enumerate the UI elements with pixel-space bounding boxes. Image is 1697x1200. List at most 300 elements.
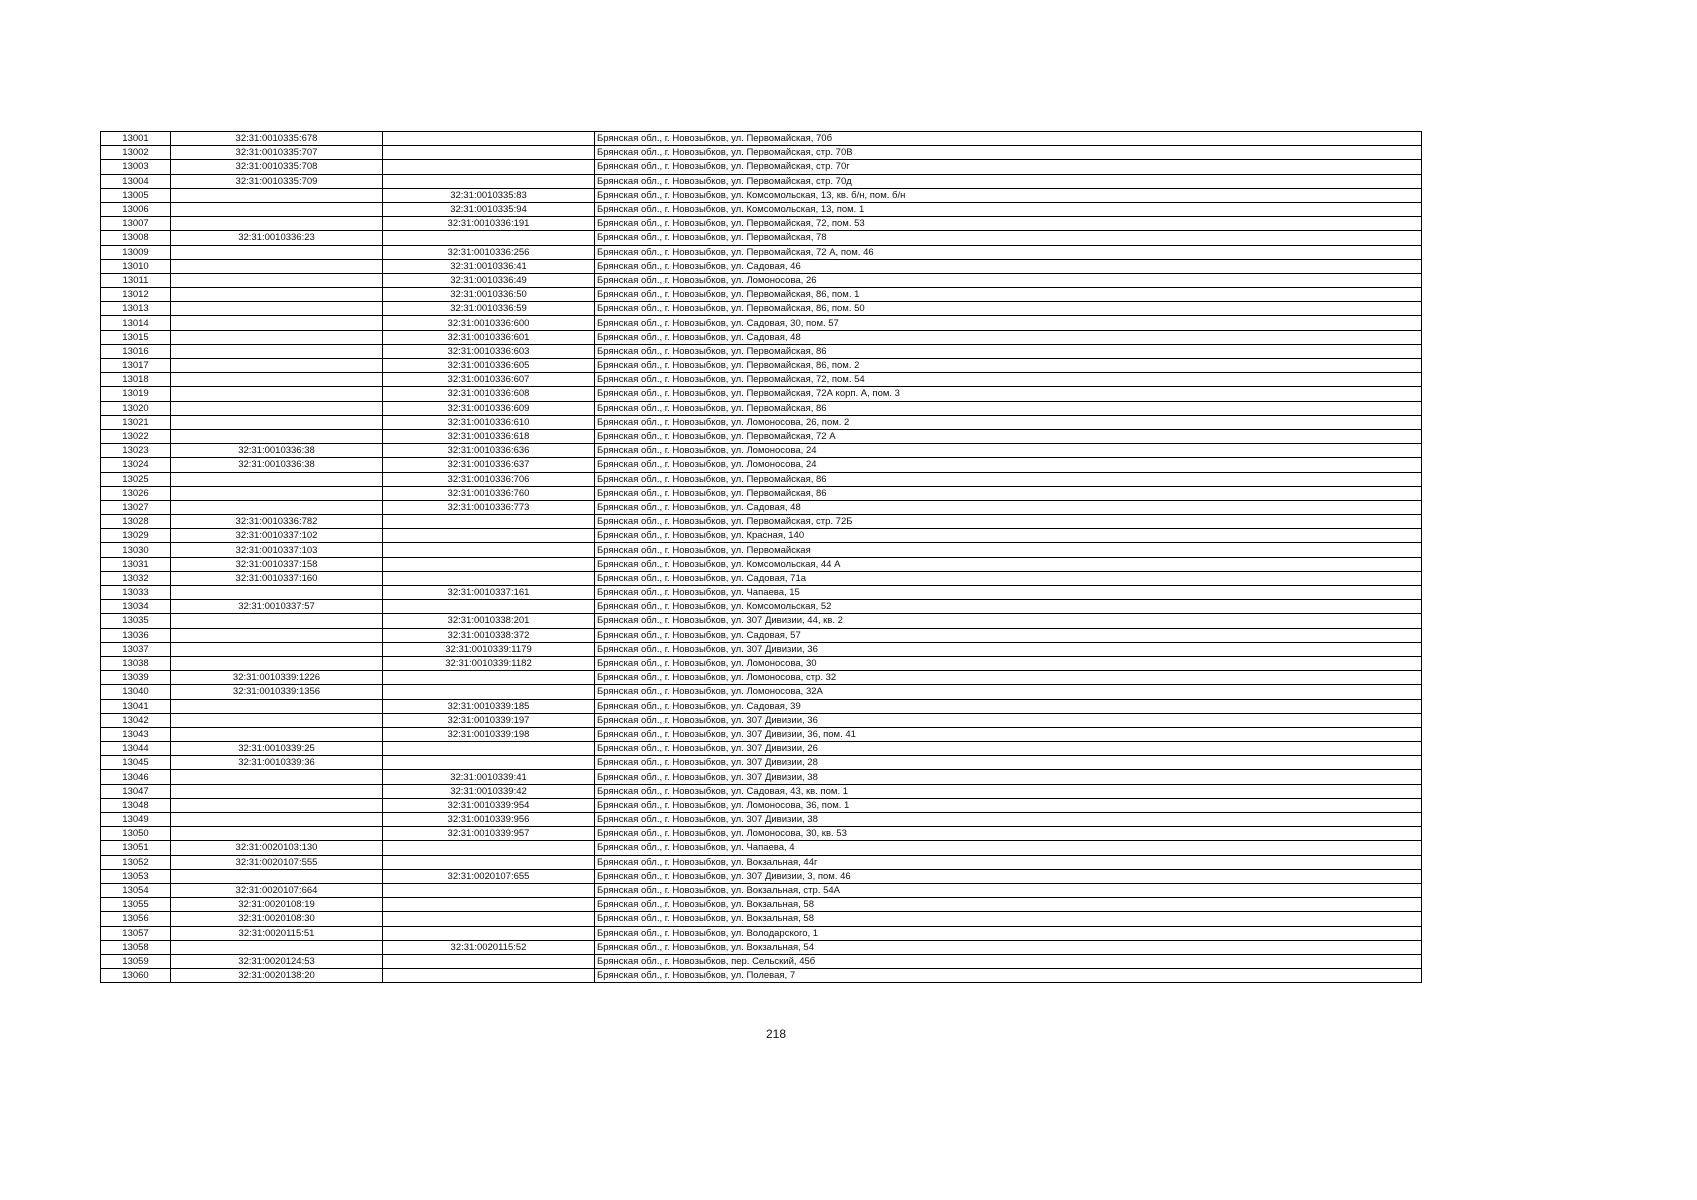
record-number-cell: 13032: [101, 571, 171, 585]
record-number-cell: 13053: [101, 869, 171, 883]
address-cell: Брянская обл., г. Новозыбков, ул. Вокзальная, 58: [595, 898, 1422, 912]
record-number-cell: 13020: [101, 401, 171, 415]
table-row: [101, 160, 1422, 174]
table-row: [101, 401, 1422, 415]
table-row: [101, 855, 1422, 869]
record-number-cell: 13021: [101, 415, 171, 429]
object-number-cell: [383, 174, 595, 188]
table-row: [101, 202, 1422, 216]
address-cell: Брянская обл., г. Новозыбков, ул. Первомайская, 72, пом. 53: [595, 217, 1422, 231]
object-number-cell: [383, 954, 595, 968]
record-number-cell: 13039: [101, 671, 171, 685]
address-cell: Брянская обл., г. Новозыбков, ул. Первомайская, 86: [595, 486, 1422, 500]
parcel-number-cell: [171, 827, 383, 841]
parcel-number-cell: [171, 727, 383, 741]
object-number-cell: [383, 543, 595, 557]
record-number-cell: 13006: [101, 202, 171, 216]
object-number-cell: 32:31:0010339:1179: [383, 642, 595, 656]
table-row: [101, 373, 1422, 387]
record-number-cell: 13040: [101, 685, 171, 699]
parcel-number-cell: 32:31:0010337:158: [171, 557, 383, 571]
address-cell: Брянская обл., г. Новозыбков, ул. Первомайская, 70б: [595, 132, 1422, 146]
table-row: [101, 231, 1422, 245]
parcel-number-cell: [171, 316, 383, 330]
record-number-cell: 13011: [101, 273, 171, 287]
record-number-cell: 13059: [101, 954, 171, 968]
address-cell: Брянская обл., г. Новозыбков, ул. Ломоносова, стр. 32: [595, 671, 1422, 685]
table-row: [101, 770, 1422, 784]
table-row: [101, 827, 1422, 841]
record-number-cell: 13007: [101, 217, 171, 231]
table-row: [101, 742, 1422, 756]
address-cell: Брянская обл., г. Новозыбков, ул. Чапаева, 15: [595, 586, 1422, 600]
record-number-cell: 13014: [101, 316, 171, 330]
address-cell: Брянская обл., г. Новозыбков, ул. Первомайская, 86, пом. 1: [595, 288, 1422, 302]
record-number-cell: 13025: [101, 472, 171, 486]
address-cell: Брянская обл., г. Новозыбков, ул. Садовая, 71а: [595, 571, 1422, 585]
object-number-cell: 32:31:0010336:600: [383, 316, 595, 330]
record-number-cell: 13033: [101, 586, 171, 600]
parcel-number-cell: 32:31:0010336:23: [171, 231, 383, 245]
parcel-number-cell: [171, 217, 383, 231]
table-row: [101, 174, 1422, 188]
record-number-cell: 13010: [101, 259, 171, 273]
object-number-cell: 32:31:0010336:760: [383, 486, 595, 500]
object-number-cell: [383, 841, 595, 855]
address-cell: Брянская обл., г. Новозыбков, ул. Ломоносова, 24: [595, 444, 1422, 458]
parcel-number-cell: 32:31:0010335:678: [171, 132, 383, 146]
register-table: [100, 131, 1422, 983]
object-number-cell: [383, 969, 595, 983]
table-row: [101, 898, 1422, 912]
address-cell: Брянская обл., г. Новозыбков, ул. Полевая, 7: [595, 969, 1422, 983]
parcel-number-cell: 32:31:0020103:130: [171, 841, 383, 855]
object-number-cell: 32:31:0010336:608: [383, 387, 595, 401]
table-row: [101, 387, 1422, 401]
object-number-cell: [383, 671, 595, 685]
object-number-cell: [383, 515, 595, 529]
record-number-cell: 13001: [101, 132, 171, 146]
parcel-number-cell: [171, 359, 383, 373]
record-number-cell: 13037: [101, 642, 171, 656]
object-number-cell: 32:31:0010336:706: [383, 472, 595, 486]
table-row: [101, 344, 1422, 358]
object-number-cell: [383, 926, 595, 940]
object-number-cell: 32:31:0010336:618: [383, 429, 595, 443]
parcel-number-cell: [171, 940, 383, 954]
table-row: [101, 912, 1422, 926]
object-number-cell: 32:31:0010337:161: [383, 586, 595, 600]
parcel-number-cell: [171, 798, 383, 812]
parcel-number-cell: [171, 628, 383, 642]
address-cell: Брянская обл., г. Новозыбков, ул. 307 Дивизии, 3, пом. 46: [595, 869, 1422, 883]
record-number-cell: 13018: [101, 373, 171, 387]
parcel-number-cell: 32:31:0020138:20: [171, 969, 383, 983]
table-row: [101, 685, 1422, 699]
object-number-cell: 32:31:0020115:52: [383, 940, 595, 954]
parcel-number-cell: 32:31:0010339:36: [171, 756, 383, 770]
object-number-cell: [383, 146, 595, 160]
object-number-cell: 32:31:0010339:198: [383, 727, 595, 741]
record-number-cell: 13009: [101, 245, 171, 259]
table-row: [101, 883, 1422, 897]
table-row: [101, 656, 1422, 670]
parcel-number-cell: 32:31:0010337:160: [171, 571, 383, 585]
object-number-cell: [383, 529, 595, 543]
parcel-number-cell: [171, 869, 383, 883]
object-number-cell: 32:31:0010336:50: [383, 288, 595, 302]
object-number-cell: 32:31:0010339:42: [383, 784, 595, 798]
table-row: [101, 472, 1422, 486]
record-number-cell: 13038: [101, 656, 171, 670]
address-cell: Брянская обл., г. Новозыбков, ул. Садовая, 43, кв. пом. 1: [595, 784, 1422, 798]
table-row: [101, 756, 1422, 770]
address-cell: Брянская обл., г. Новозыбков, ул. Первомайская, 72 А, пом. 46: [595, 245, 1422, 259]
address-cell: Брянская обл., г. Новозыбков, ул. Первомайская, 72А корп. А, пом. 3: [595, 387, 1422, 401]
table-row: [101, 926, 1422, 940]
address-cell: Брянская обл., г. Новозыбков, ул. Садовая, 48: [595, 330, 1422, 344]
table-row: [101, 273, 1422, 287]
table-row: [101, 727, 1422, 741]
record-number-cell: 13013: [101, 302, 171, 316]
parcel-number-cell: [171, 188, 383, 202]
object-number-cell: [383, 132, 595, 146]
record-number-cell: 13049: [101, 813, 171, 827]
record-number-cell: 13022: [101, 429, 171, 443]
table-row: [101, 486, 1422, 500]
object-number-cell: 32:31:0010336:773: [383, 500, 595, 514]
table-row: [101, 458, 1422, 472]
object-number-cell: 32:31:0010339:956: [383, 813, 595, 827]
address-cell: Брянская обл., г. Новозыбков, ул. Ломоносова, 24: [595, 458, 1422, 472]
record-number-cell: 13045: [101, 756, 171, 770]
parcel-number-cell: [171, 770, 383, 784]
address-cell: Брянская обл., г. Новозыбков, пер. Сельский, 45б: [595, 954, 1422, 968]
parcel-number-cell: 32:31:0010335:707: [171, 146, 383, 160]
record-number-cell: 13015: [101, 330, 171, 344]
address-cell: Брянская обл., г. Новозыбков, ул. Первомайская: [595, 543, 1422, 557]
parcel-number-cell: 32:31:0010339:1356: [171, 685, 383, 699]
table-row: [101, 614, 1422, 628]
record-number-cell: 13028: [101, 515, 171, 529]
record-number-cell: 13008: [101, 231, 171, 245]
address-cell: Брянская обл., г. Новозыбков, ул. Ломоносова, 32А: [595, 685, 1422, 699]
address-cell: Брянская обл., г. Новозыбков, ул. Первомайская, стр. 70г: [595, 160, 1422, 174]
address-cell: Брянская обл., г. Новозыбков, ул. 307 Дивизии, 28: [595, 756, 1422, 770]
record-number-cell: 13056: [101, 912, 171, 926]
record-number-cell: 13043: [101, 727, 171, 741]
object-number-cell: 32:31:0010338:372: [383, 628, 595, 642]
object-number-cell: 32:31:0010336:191: [383, 217, 595, 231]
record-number-cell: 13027: [101, 500, 171, 514]
address-cell: Брянская обл., г. Новозыбков, ул. Первомайская, 78: [595, 231, 1422, 245]
table-row: [101, 217, 1422, 231]
parcel-number-cell: [171, 387, 383, 401]
table-row: [101, 259, 1422, 273]
record-number-cell: 13026: [101, 486, 171, 500]
record-number-cell: 13044: [101, 742, 171, 756]
address-cell: Брянская обл., г. Новозыбков, ул. Садовая, 46: [595, 259, 1422, 273]
parcel-number-cell: [171, 429, 383, 443]
table-row: [101, 188, 1422, 202]
address-cell: Брянская обл., г. Новозыбков, ул. 307 Дивизии, 38: [595, 770, 1422, 784]
parcel-number-cell: [171, 415, 383, 429]
table-row: [101, 444, 1422, 458]
record-number-cell: 13036: [101, 628, 171, 642]
parcel-number-cell: [171, 586, 383, 600]
parcel-number-cell: [171, 472, 383, 486]
address-cell: Брянская обл., г. Новозыбков, ул. Вокзальная, 54: [595, 940, 1422, 954]
parcel-number-cell: 32:31:0010335:708: [171, 160, 383, 174]
address-cell: Брянская обл., г. Новозыбков, ул. Вокзальная, 58: [595, 912, 1422, 926]
address-cell: Брянская обл., г. Новозыбков, ул. 307 Дивизии, 36, пом. 41: [595, 727, 1422, 741]
record-number-cell: 13003: [101, 160, 171, 174]
parcel-number-cell: [171, 259, 383, 273]
record-number-cell: 13017: [101, 359, 171, 373]
address-cell: Брянская обл., г. Новозыбков, ул. Садовая, 57: [595, 628, 1422, 642]
object-number-cell: 32:31:0010336:59: [383, 302, 595, 316]
parcel-number-cell: [171, 656, 383, 670]
parcel-number-cell: [171, 813, 383, 827]
address-cell: Брянская обл., г. Новозыбков, ул. Ломоносова, 30, кв. 53: [595, 827, 1422, 841]
record-number-cell: 13050: [101, 827, 171, 841]
parcel-number-cell: [171, 614, 383, 628]
table-row: [101, 288, 1422, 302]
object-number-cell: [383, 756, 595, 770]
table-row: [101, 940, 1422, 954]
table-row: [101, 132, 1422, 146]
address-cell: Брянская обл., г. Новозыбков, ул. Первомайская, 86: [595, 472, 1422, 486]
address-cell: Брянская обл., г. Новозыбков, ул. Ломоносова, 26: [595, 273, 1422, 287]
parcel-number-cell: [171, 302, 383, 316]
parcel-number-cell: 32:31:0020107:664: [171, 883, 383, 897]
object-number-cell: 32:31:0010336:605: [383, 359, 595, 373]
record-number-cell: 13042: [101, 713, 171, 727]
parcel-number-cell: 32:31:0010337:57: [171, 600, 383, 614]
record-number-cell: 13034: [101, 600, 171, 614]
parcel-number-cell: 32:31:0010339:1226: [171, 671, 383, 685]
record-number-cell: 13035: [101, 614, 171, 628]
table-row: [101, 869, 1422, 883]
object-number-cell: 32:31:0010336:256: [383, 245, 595, 259]
record-number-cell: 13055: [101, 898, 171, 912]
record-number-cell: 13058: [101, 940, 171, 954]
object-number-cell: 32:31:0010335:94: [383, 202, 595, 216]
table-row: [101, 302, 1422, 316]
parcel-number-cell: [171, 699, 383, 713]
parcel-number-cell: [171, 344, 383, 358]
parcel-number-cell: [171, 486, 383, 500]
table-row: [101, 798, 1422, 812]
parcel-number-cell: 32:31:0020107:555: [171, 855, 383, 869]
table-row: [101, 429, 1422, 443]
object-number-cell: 32:31:0010336:636: [383, 444, 595, 458]
parcel-number-cell: [171, 713, 383, 727]
address-cell: Брянская обл., г. Новозыбков, ул. Вокзальная, 44г: [595, 855, 1422, 869]
object-number-cell: [383, 883, 595, 897]
object-number-cell: [383, 742, 595, 756]
parcel-number-cell: 32:31:0010336:38: [171, 458, 383, 472]
table-row: [101, 784, 1422, 798]
object-number-cell: 32:31:0010339:197: [383, 713, 595, 727]
table-row: [101, 841, 1422, 855]
record-number-cell: 13046: [101, 770, 171, 784]
parcel-number-cell: [171, 500, 383, 514]
object-number-cell: 32:31:0010336:637: [383, 458, 595, 472]
address-cell: Брянская обл., г. Новозыбков, ул. 307 Дивизии, 36: [595, 713, 1422, 727]
address-cell: Брянская обл., г. Новозыбков, ул. Комсомольская, 52: [595, 600, 1422, 614]
table-row: [101, 600, 1422, 614]
table-row: [101, 529, 1422, 543]
record-number-cell: 13023: [101, 444, 171, 458]
object-number-cell: 32:31:0010339:1182: [383, 656, 595, 670]
table-row: [101, 415, 1422, 429]
object-number-cell: [383, 160, 595, 174]
table-row: [101, 330, 1422, 344]
object-number-cell: [383, 600, 595, 614]
parcel-number-cell: [171, 784, 383, 798]
table-row: [101, 515, 1422, 529]
object-number-cell: 32:31:0020107:655: [383, 869, 595, 883]
table-row: [101, 316, 1422, 330]
register-table-body: [101, 132, 1422, 983]
parcel-number-cell: [171, 373, 383, 387]
table-row: [101, 543, 1422, 557]
record-number-cell: 13031: [101, 557, 171, 571]
parcel-number-cell: [171, 245, 383, 259]
address-cell: Брянская обл., г. Новозыбков, ул. Ломоносова, 30: [595, 656, 1422, 670]
record-number-cell: 13047: [101, 784, 171, 798]
record-number-cell: 13060: [101, 969, 171, 983]
object-number-cell: 32:31:0010336:603: [383, 344, 595, 358]
address-cell: Брянская обл., г. Новозыбков, ул. 307 Дивизии, 44, кв. 2: [595, 614, 1422, 628]
address-cell: Брянская обл., г. Новозыбков, ул. 307 Дивизии, 36: [595, 642, 1422, 656]
table-row: [101, 359, 1422, 373]
record-number-cell: 13054: [101, 883, 171, 897]
object-number-cell: 32:31:0010339:41: [383, 770, 595, 784]
parcel-number-cell: 32:31:0010335:709: [171, 174, 383, 188]
address-cell: Брянская обл., г. Новозыбков, ул. Первомайская, стр. 72Б: [595, 515, 1422, 529]
parcel-number-cell: 32:31:0020108:19: [171, 898, 383, 912]
parcel-number-cell: [171, 401, 383, 415]
record-number-cell: 13030: [101, 543, 171, 557]
parcel-number-cell: 32:31:0020108:30: [171, 912, 383, 926]
address-cell: Брянская обл., г. Новозыбков, ул. Володарского, 1: [595, 926, 1422, 940]
address-cell: Брянская обл., г. Новозыбков, ул. Первомайская, 86: [595, 344, 1422, 358]
parcel-number-cell: 32:31:0010339:25: [171, 742, 383, 756]
parcel-number-cell: [171, 288, 383, 302]
parcel-number-cell: 32:31:0010336:38: [171, 444, 383, 458]
object-number-cell: [383, 685, 595, 699]
address-cell: Брянская обл., г. Новозыбков, ул. Садовая, 30, пом. 57: [595, 316, 1422, 330]
parcel-number-cell: 32:31:0010337:103: [171, 543, 383, 557]
record-number-cell: 13041: [101, 699, 171, 713]
record-number-cell: 13029: [101, 529, 171, 543]
object-number-cell: 32:31:0010335:83: [383, 188, 595, 202]
address-cell: Брянская обл., г. Новозыбков, ул. Красная, 140: [595, 529, 1422, 543]
address-cell: Брянская обл., г. Новозыбков, ул. Садовая, 48: [595, 500, 1422, 514]
address-cell: Брянская обл., г. Новозыбков, ул. Первомайская, стр. 70д: [595, 174, 1422, 188]
table-row: [101, 699, 1422, 713]
record-number-cell: 13004: [101, 174, 171, 188]
record-number-cell: 13051: [101, 841, 171, 855]
address-cell: Брянская обл., г. Новозыбков, ул. Ломоносова, 26, пом. 2: [595, 415, 1422, 429]
parcel-number-cell: 32:31:0020124:53: [171, 954, 383, 968]
address-cell: Брянская обл., г. Новозыбков, ул. Комсомольская, 13, кв. б/н, пом. б/н: [595, 188, 1422, 202]
parcel-number-cell: [171, 273, 383, 287]
page-number: 218: [765, 1027, 787, 1041]
record-number-cell: 13019: [101, 387, 171, 401]
object-number-cell: 32:31:0010338:201: [383, 614, 595, 628]
address-cell: Брянская обл., г. Новозыбков, ул. Первомайская, стр. 70В: [595, 146, 1422, 160]
record-number-cell: 13052: [101, 855, 171, 869]
address-cell: Брянская обл., г. Новозыбков, ул. 307 Дивизии, 26: [595, 742, 1422, 756]
object-number-cell: 32:31:0010339:954: [383, 798, 595, 812]
table-row: [101, 954, 1422, 968]
address-cell: Брянская обл., г. Новозыбков, ул. Вокзальная, стр. 54А: [595, 883, 1422, 897]
address-cell: Брянская обл., г. Новозыбков, ул. 307 Дивизии, 38: [595, 813, 1422, 827]
table-row: [101, 557, 1422, 571]
record-number-cell: 13012: [101, 288, 171, 302]
parcel-number-cell: [171, 642, 383, 656]
parcel-number-cell: 32:31:0010336:782: [171, 515, 383, 529]
object-number-cell: [383, 571, 595, 585]
address-cell: Брянская обл., г. Новозыбков, ул. Первомайская, 72, пом. 54: [595, 373, 1422, 387]
address-cell: Брянская обл., г. Новозыбков, ул. Комсомольская, 13, пом. 1: [595, 202, 1422, 216]
table-row: [101, 671, 1422, 685]
object-number-cell: 32:31:0010336:49: [383, 273, 595, 287]
object-number-cell: [383, 231, 595, 245]
parcel-number-cell: [171, 202, 383, 216]
address-cell: Брянская обл., г. Новозыбков, ул. Первомайская, 86, пом. 50: [595, 302, 1422, 316]
table-row: [101, 500, 1422, 514]
table-row: [101, 146, 1422, 160]
record-number-cell: 13024: [101, 458, 171, 472]
address-cell: Брянская обл., г. Новозыбков, ул. Комсомольская, 44 А: [595, 557, 1422, 571]
object-number-cell: [383, 898, 595, 912]
object-number-cell: [383, 557, 595, 571]
table-row: [101, 813, 1422, 827]
table-row: [101, 642, 1422, 656]
table-row: [101, 628, 1422, 642]
table-row: [101, 969, 1422, 983]
table-row: [101, 586, 1422, 600]
address-cell: Брянская обл., г. Новозыбков, ул. Садовая, 39: [595, 699, 1422, 713]
object-number-cell: [383, 855, 595, 869]
object-number-cell: [383, 912, 595, 926]
object-number-cell: 32:31:0010339:185: [383, 699, 595, 713]
record-number-cell: 13005: [101, 188, 171, 202]
object-number-cell: 32:31:0010336:609: [383, 401, 595, 415]
record-number-cell: 13057: [101, 926, 171, 940]
object-number-cell: 32:31:0010336:610: [383, 415, 595, 429]
object-number-cell: 32:31:0010339:957: [383, 827, 595, 841]
object-number-cell: 32:31:0010336:41: [383, 259, 595, 273]
record-number-cell: 13048: [101, 798, 171, 812]
parcel-number-cell: 32:31:0020115:51: [171, 926, 383, 940]
address-cell: Брянская обл., г. Новозыбков, ул. Первомайская, 86, пом. 2: [595, 359, 1422, 373]
record-number-cell: 13002: [101, 146, 171, 160]
address-cell: Брянская обл., г. Новозыбков, ул. Чапаева, 4: [595, 841, 1422, 855]
table-row: [101, 713, 1422, 727]
address-cell: Брянская обл., г. Новозыбков, ул. Ломоносова, 36, пом. 1: [595, 798, 1422, 812]
record-number-cell: 13016: [101, 344, 171, 358]
table-row: [101, 571, 1422, 585]
object-number-cell: 32:31:0010336:607: [383, 373, 595, 387]
table-row: [101, 245, 1422, 259]
parcel-number-cell: [171, 330, 383, 344]
object-number-cell: 32:31:0010336:601: [383, 330, 595, 344]
